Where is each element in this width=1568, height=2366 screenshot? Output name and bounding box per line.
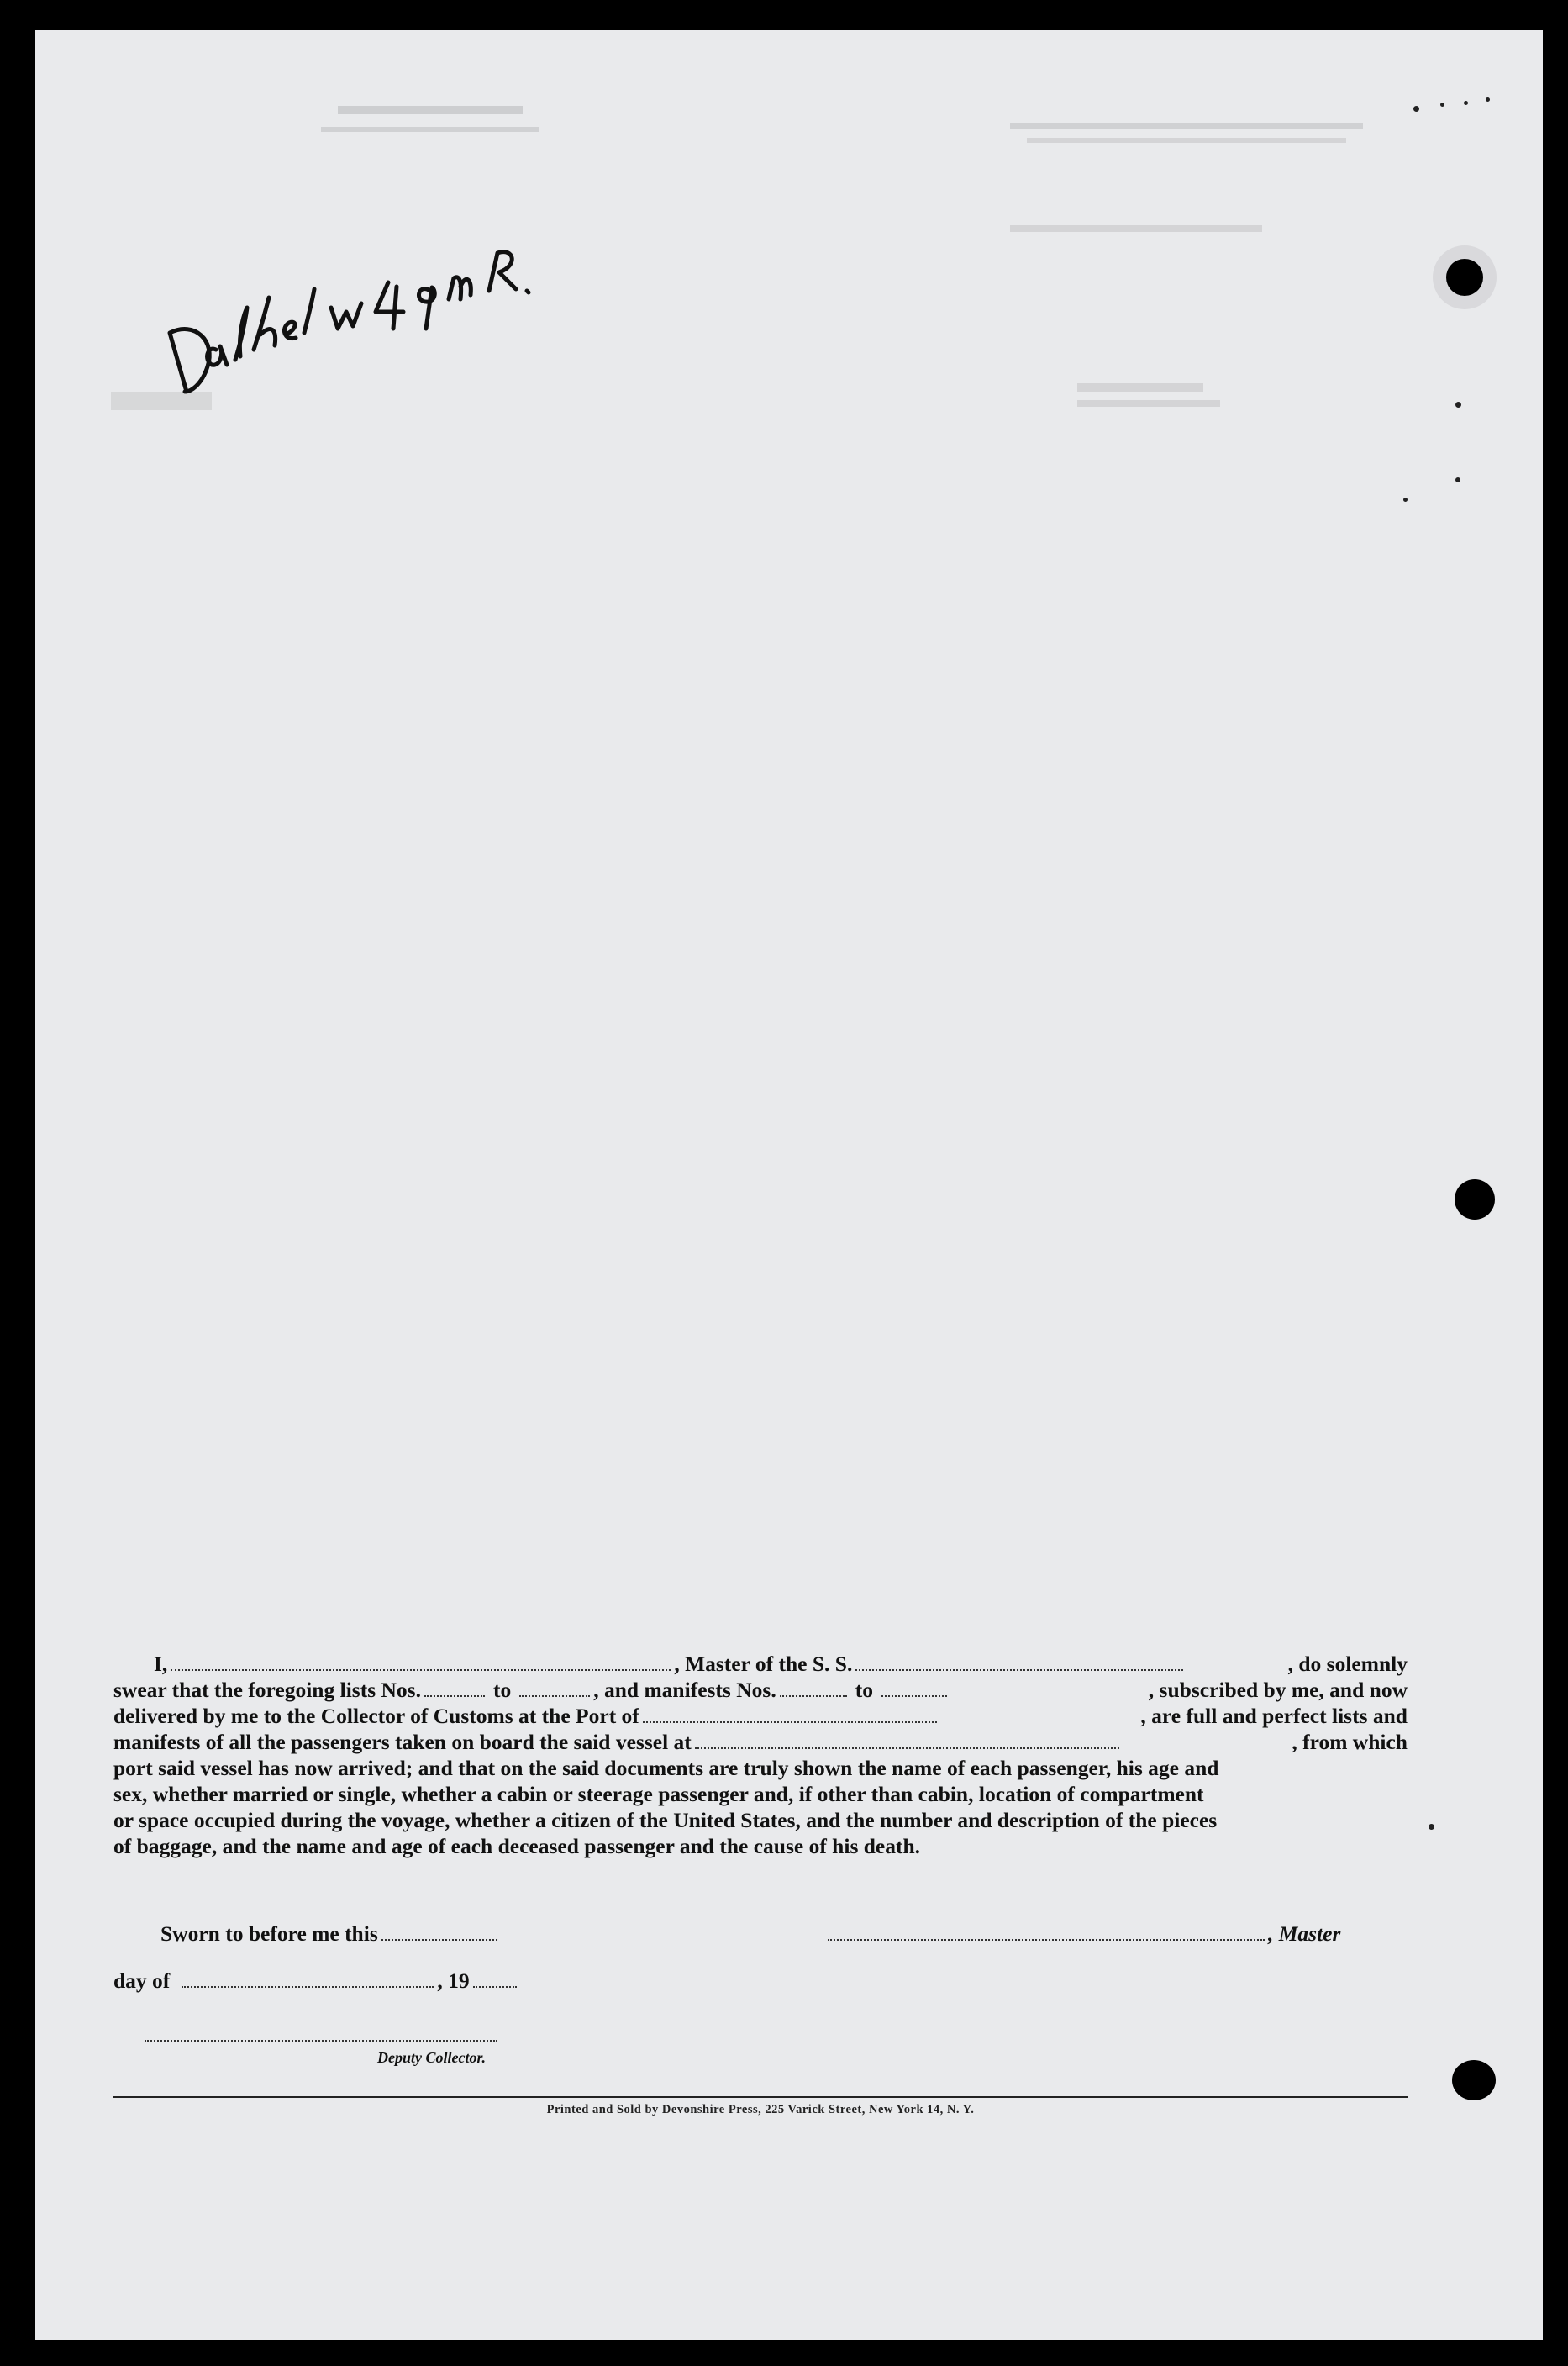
speck	[1455, 402, 1461, 408]
punch-hole-middle	[1455, 1179, 1495, 1220]
punch-hole-top	[1446, 259, 1483, 296]
speck	[1464, 101, 1468, 105]
oath-line-1	[113, 1651, 1408, 1677]
day-of-label: day of	[113, 1968, 171, 1993]
handwritten-note-drawing	[136, 140, 531, 459]
sworn-date-field[interactable]	[381, 1936, 497, 1941]
ship-name-field[interactable]	[855, 1666, 1183, 1671]
deputy-collector-label: Deputy Collector.	[377, 2049, 486, 2066]
oath-text: to	[492, 1678, 512, 1702]
lists-to-field[interactable]	[519, 1692, 590, 1697]
oath-line-6	[113, 1781, 1408, 1807]
punch-hole-bottom	[1452, 2060, 1496, 2100]
oath-line-8	[113, 1833, 1408, 1859]
departure-port-field[interactable]	[695, 1744, 1119, 1749]
manifests-to-field[interactable]	[881, 1692, 947, 1697]
year-field[interactable]	[473, 1983, 517, 1988]
speck	[1429, 1824, 1434, 1830]
handwritten-note	[136, 140, 531, 459]
speck	[1440, 103, 1444, 107]
oath-text: sex, whether married or single, whether a cabin or steerage passenger and, if other than cabin, location of compartment	[113, 1782, 1204, 1806]
oath-text: I,	[154, 1652, 168, 1676]
oath-text: , from which	[1292, 1730, 1408, 1754]
oath-text: , subscribed by me, and now	[1148, 1678, 1408, 1702]
lists-from-field[interactable]	[424, 1692, 485, 1697]
footer-rule	[113, 2096, 1408, 2098]
oath-text: swear that the foregoing lists Nos.	[113, 1678, 421, 1702]
oath-paragraph	[113, 1651, 1408, 1859]
oath-text: , Master of the S. S.	[674, 1652, 853, 1676]
oath-line-3	[113, 1703, 1408, 1729]
oath-text: , do solemnly	[1287, 1652, 1408, 1676]
year-label: , 19	[437, 1968, 470, 1993]
speck	[1455, 477, 1460, 482]
master-signature-field[interactable]	[828, 1936, 1265, 1941]
day-of-row	[113, 1968, 520, 1994]
speck	[1403, 498, 1408, 502]
master-signature-row	[824, 1921, 1340, 1947]
oath-text: or space occupied during the voyage, whether a citizen of the United States, and the number and description of the pieces	[113, 1808, 1218, 1832]
speck	[1413, 106, 1419, 112]
master-name-field[interactable]	[171, 1666, 671, 1671]
oath-text: to	[855, 1678, 873, 1702]
oath-text: port said vessel has now arrived; and that on the said documents are truly shown the name of each passenger, his age and	[113, 1756, 1219, 1780]
printer-imprint: Printed and Sold by Devonshire Press, 225 Varick Street, New York 14, N. Y.	[546, 2103, 975, 2116]
oath-text: of baggage, and the name and age of each deceased passenger and the cause of his death.	[113, 1834, 921, 1858]
form-page	[35, 30, 1543, 2340]
port-field[interactable]	[643, 1718, 937, 1723]
oath-text: , are full and perfect lists and	[1140, 1704, 1408, 1728]
sworn-label: Sworn to before me this	[160, 1921, 378, 1946]
oath-text: delivered by me to the Collector of Customs at the Port of	[113, 1704, 639, 1728]
deputy-signature-field[interactable]	[145, 2040, 497, 2042]
oath-text: , and manifests Nos.	[593, 1678, 776, 1702]
oath-text: manifests of all the passengers taken on board the said vessel at	[113, 1730, 692, 1754]
oath-line-5	[113, 1755, 1408, 1781]
month-field[interactable]	[182, 1983, 434, 1988]
speck	[1486, 97, 1490, 102]
manifests-from-field[interactable]	[780, 1692, 847, 1697]
oath-line-2	[113, 1677, 1408, 1703]
oath-line-7	[113, 1807, 1408, 1833]
sworn-row	[160, 1921, 501, 1947]
master-label: , Master	[1268, 1921, 1341, 1946]
oath-line-4	[113, 1729, 1408, 1755]
